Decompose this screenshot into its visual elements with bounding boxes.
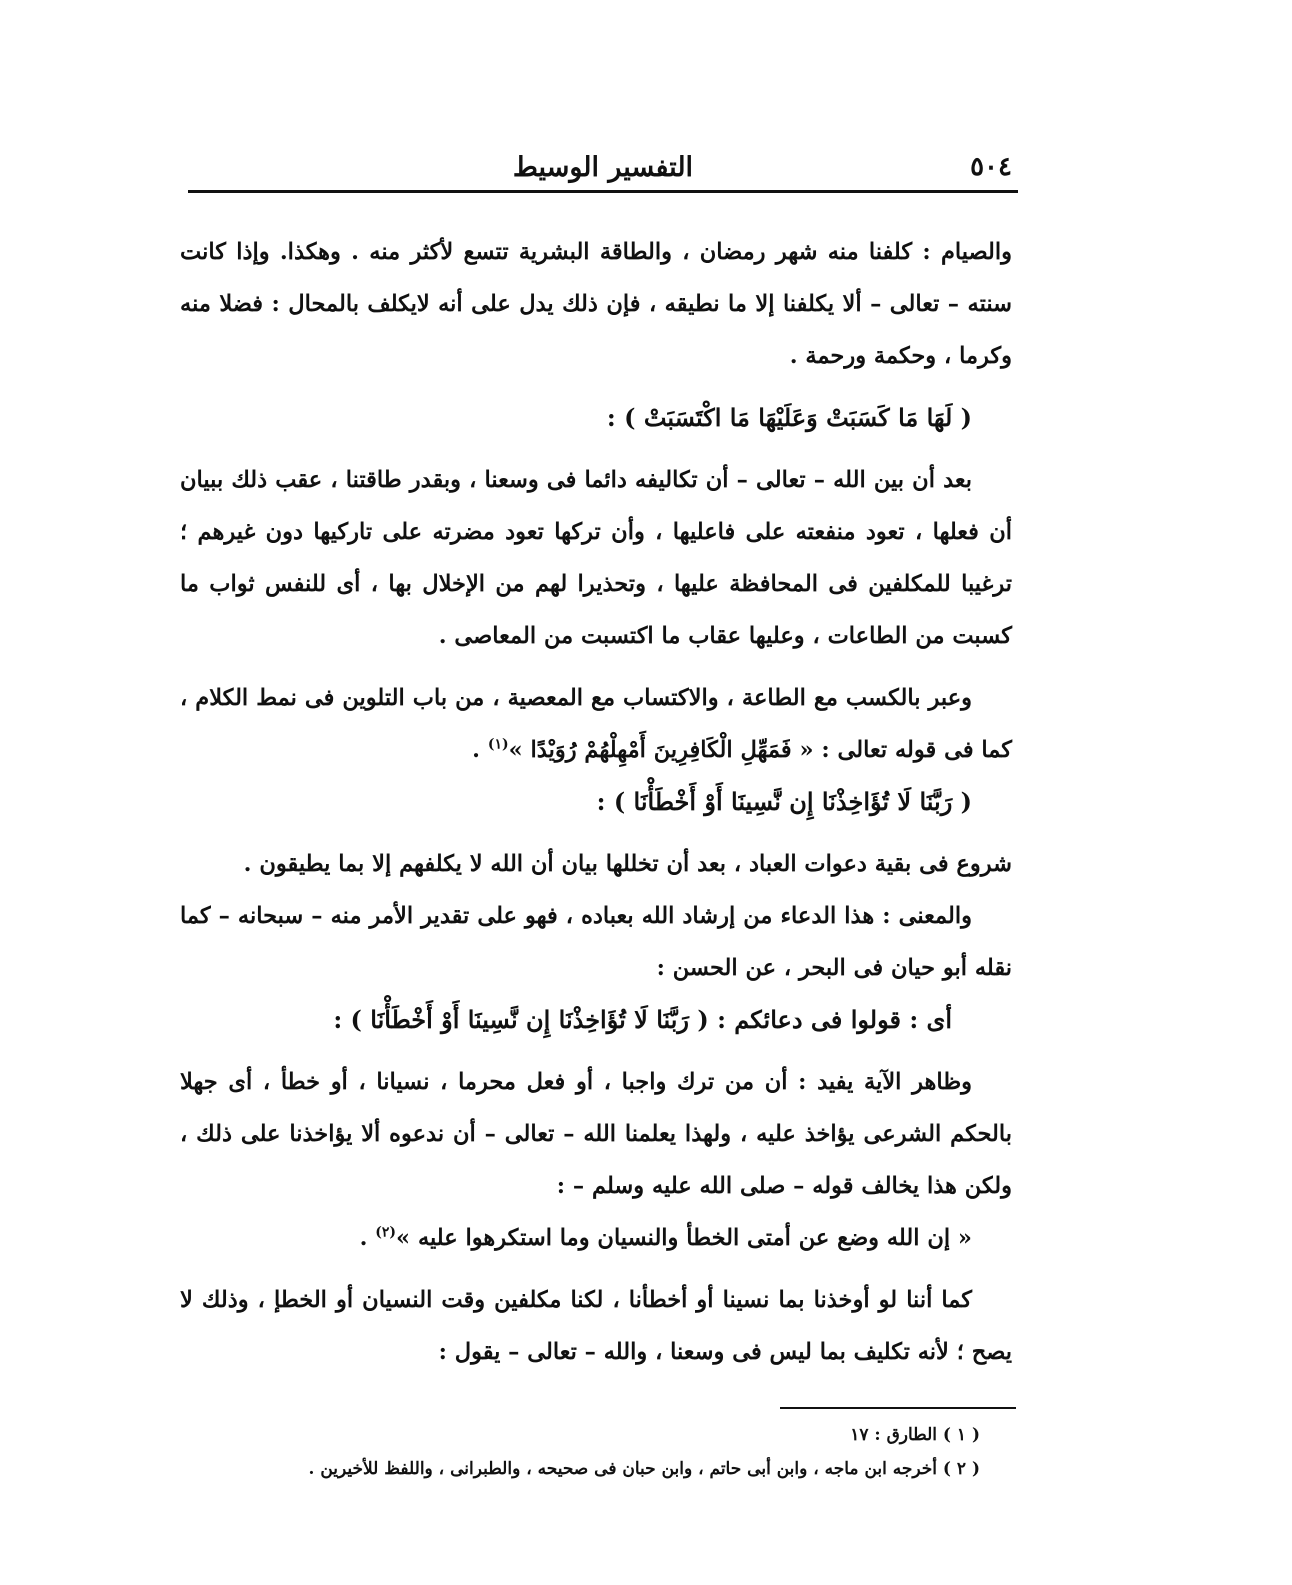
footnote: ( ١ ) الطارق : ١٧ bbox=[850, 1425, 980, 1445]
hadith-quote: « إن الله وضع عن أمتى الخطأ والنسيان وما استكرهوا عليه »$^{(٢)}$ . bbox=[359, 1224, 972, 1251]
footnote: ( ٢ ) أخرجه ابن ماجه ، وابن أبى حاتم ، وابن حبان فى صحيحه ، والطبرانى ، واللفظ للأخيرين . bbox=[308, 1459, 980, 1479]
paragraph-continuation: والصيام : كلفنا منه شهر رمضان ، والطاقة البشرية تتسع لأكثر منه . وهكذا. وإذا كانت سنته – تعالى – ألا يكلفنا إلا ما نطيقه ، فإن ذلك يدل على أنه لايكلف بالمحال : فضلا منه وكرما ، وحكمة ورحمة . bbox=[180, 239, 1012, 369]
page-body bbox=[180, 226, 1012, 1378]
footnote-ref: (٢) bbox=[375, 1224, 397, 1241]
footnote-ref: (١) bbox=[487, 736, 509, 753]
footnotes bbox=[220, 1418, 980, 1486]
verse-line: أى : قولوا فى دعائكم : ( رَبَّنَا لَا تُؤَاخِذْنَا إِن نَّسِينَا أَوْ أَخْطَأْنَا ) : bbox=[333, 1005, 952, 1034]
running-title: التفسير الوسيط bbox=[512, 152, 694, 183]
paragraph-text: وعبر بالكسب مع الطاعة ، والاكتساب مع المعصية ، من باب التلوين فى نمط الكلام ، كما فى قوله تعالى : « فَمَهِّلِ الْكَافِرِينَ أَمْهِلْهُمْ رُوَيْدًا » bbox=[180, 685, 1012, 763]
header-rule bbox=[188, 190, 1018, 193]
paragraph: والمعنى : هذا الدعاء من إرشاد الله بعباده ، فهو على تقدير الأمر منه – سبحانه – كما نقله أبو حيان فى البحر ، عن الحسن : bbox=[180, 903, 1012, 981]
verse-heading: ( لَهَا مَا كَسَبَتْ وَعَلَيْهَا مَا اكْتَسَبَتْ ) : bbox=[606, 403, 972, 432]
page-number: ٥٠٤ bbox=[970, 152, 1012, 182]
footnote-rule bbox=[780, 1407, 1016, 1409]
verse-heading: ( رَبَّنَا لَا تُؤَاخِذْنَا إِن نَّسِينَا أَوْ أَخْطَأْنَا ) : bbox=[596, 787, 972, 816]
paragraph: وظاهر الآية يفيد : أن من ترك واجبا ، أو فعل محرما ، نسيانا ، أو خطأ ، أى جهلا بالحكم الشرعى يؤاخذ عليه ، ولهذا يعلمنا الله – تعالى – أن ندعوه ألا يؤاخذنا على ذلك ، ولكن هذا يخالف قوله – صلى الله عليه وسلم – : bbox=[180, 1069, 1013, 1199]
page-header bbox=[188, 148, 1018, 190]
paragraph: شروع فى بقية دعوات العباد ، بعد أن تخللها بيان أن الله لا يكلفهم إلا بما يطيقون . bbox=[243, 851, 1012, 877]
hadith-text: « إن الله وضع عن أمتى الخطأ والنسيان وما استكرهوا عليه » bbox=[396, 1225, 972, 1251]
paragraph: وعبر بالكسب مع الطاعة ، والاكتساب مع المعصية ، من باب التلوين فى نمط الكلام ، كما فى قوله تعالى : « فَمَهِّلِ الْكَافِرِينَ أَمْهِلْهُمْ رُوَيْدًا »$^{(١)}$ . bbox=[180, 685, 1012, 763]
paragraph: بعد أن بين الله – تعالى – أن تكاليفه دائما فى وسعنا ، وبقدر طاقتنا ، عقب ذلك ببيان أن فعلها ، تعود منفعته على فاعليها ، وأن تركها تعود مضرته على تاركيها دون غيرهم ؛ ترغيبا للمكلفين فى المحافظة عليها ، وتحذيرا لهم من الإخلال بها ، أى للنفس ثواب ما كسبت من الطاعات ، وعليها عقاب ما اكتسبت من المعاصى . bbox=[180, 467, 1013, 649]
paragraph: كما أننا لو أوخذنا بما نسينا أو أخطأنا ، لكنا مكلفين وقت النسيان أو الخطإ ، وذلك لا يصح ؛ لأنه تكليف بما ليس فى وسعنا ، والله – تعالى – يقول : bbox=[180, 1287, 1012, 1365]
